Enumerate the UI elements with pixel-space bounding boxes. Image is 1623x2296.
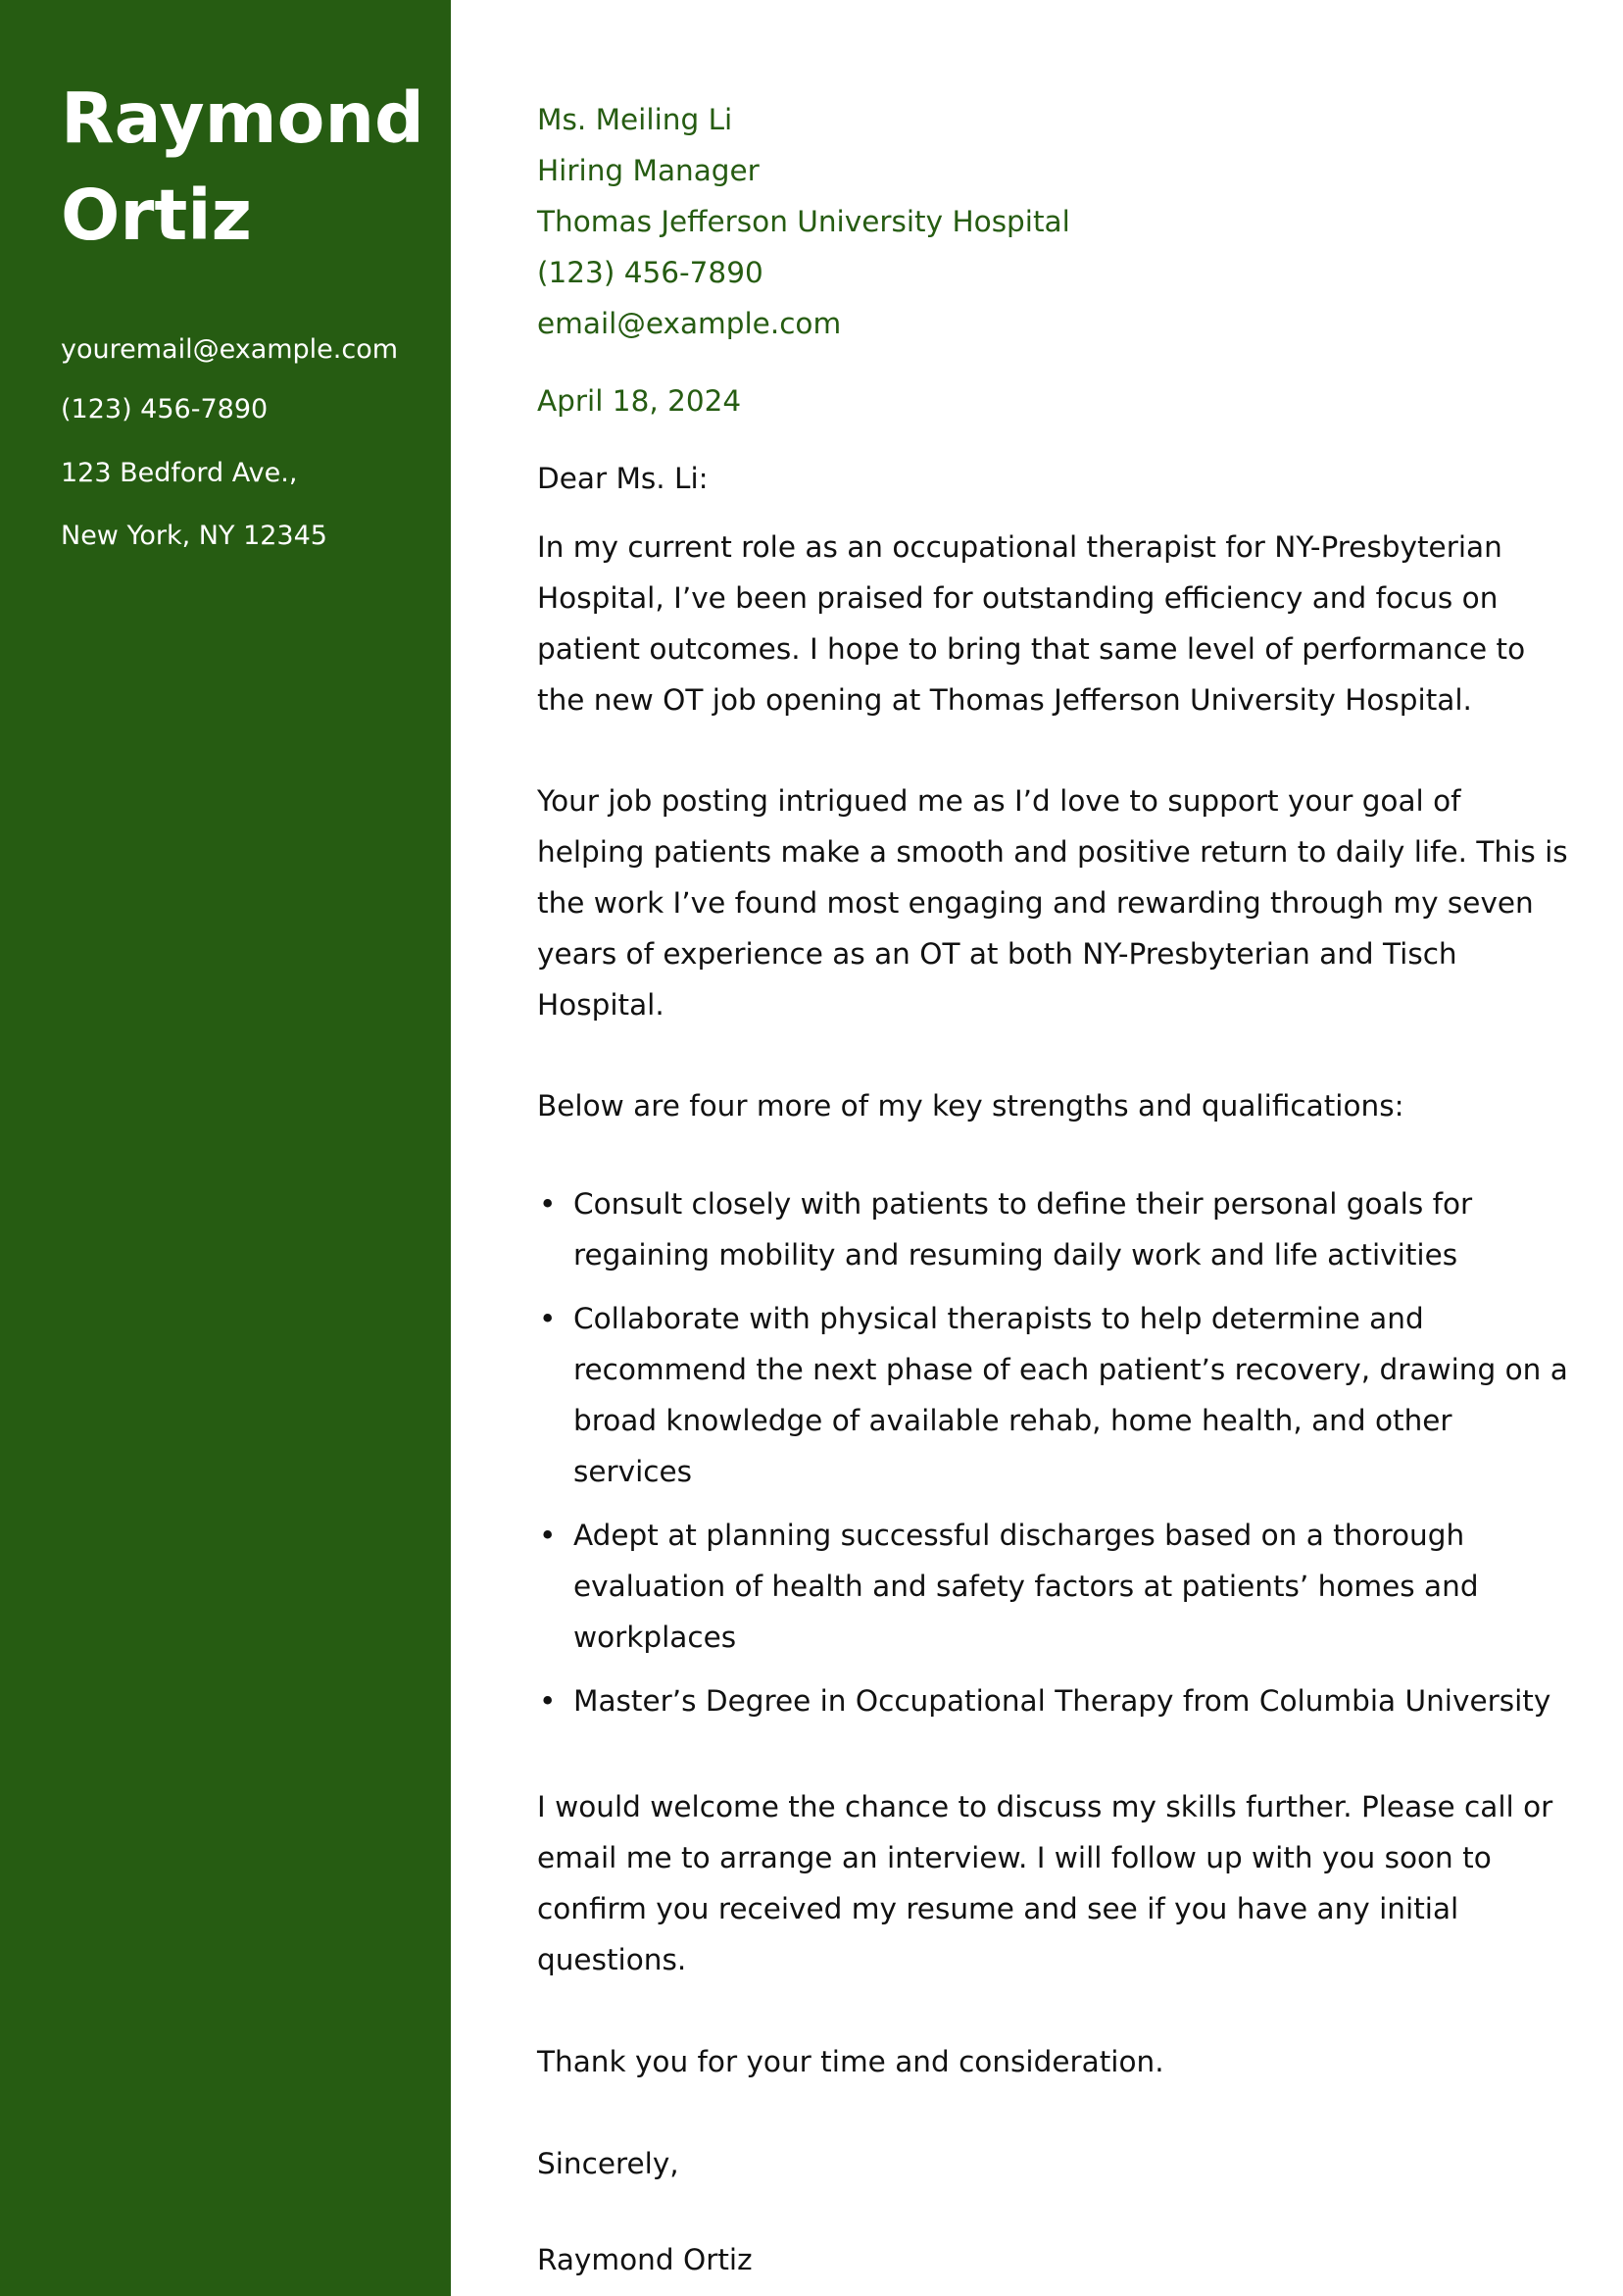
recipient-name: Ms. Meiling Li xyxy=(537,103,733,136)
strength-text: Collaborate with physical therapists to help determine and recommend the next phase of each patient’s recovery, drawing on a broad knowledge of available rehab, home health, and other services xyxy=(573,1302,1568,1488)
applicant-last-name: Ortiz xyxy=(61,175,252,256)
applicant-address-city: New York, NY 12345 xyxy=(61,521,327,551)
thanks-line: Thank you for your time and consideration. xyxy=(537,2045,1164,2078)
strength-text: Adept at planning successful discharges based on a thorough evaluation of health and safety factors at patients’ homes and workplaces xyxy=(573,1519,1479,1654)
body-paragraph-closing: I would welcome the chance to discuss my skills further. Please call or email me to arrange an interview. I will follow up with you soon to confirm you received my resume and see if you have any initial questions. xyxy=(537,1790,1553,1976)
strength-text: Consult closely with patients to define their personal goals for regaining mobility and resuming daily work and life activities xyxy=(573,1187,1473,1272)
strengths-intro: Below are four more of my key strengths and qualifications: xyxy=(537,1089,1404,1123)
body-paragraph-intro: In my current role as an occupational therapist for NY-Presbyterian Hospital, I’ve been praised for outstanding efficiency and focus on patient outcomes. I hope to bring that same level of performance to the new OT job opening at Thomas Jefferson University Hospital. xyxy=(537,530,1526,717)
applicant-address-street: 123 Bedford Ave., xyxy=(61,458,298,488)
salutation: Dear Ms. Li: xyxy=(537,462,709,495)
letter-date: April 18, 2024 xyxy=(537,384,742,418)
applicant-phone[interactable]: (123) 456-7890 xyxy=(61,394,269,424)
recipient-email[interactable]: email@example.com xyxy=(537,307,842,340)
list-item xyxy=(537,1178,1576,1280)
recipient-title: Hiring Manager xyxy=(537,154,760,187)
bullet-icon: • xyxy=(539,1519,557,1552)
list-item xyxy=(537,1675,1576,1726)
sign-off: Sincerely, xyxy=(537,2147,679,2180)
body-paragraph-motivation: Your job posting intrigued me as I’d love to support your goal of helping patients make a smooth and positive return to daily life. This is the work I’ve found most engaging and rewarding through my seven years of experience as an OT at both NY-Presbyterian and Tisch Hospital. xyxy=(537,784,1568,1022)
strength-text: Master’s Degree in Occupational Therapy from Columbia University xyxy=(573,1684,1551,1718)
list-item xyxy=(537,1510,1576,1663)
recipient-block xyxy=(537,94,1576,349)
bullet-icon: • xyxy=(539,1302,557,1335)
letter-body xyxy=(537,94,1576,2285)
list-item xyxy=(537,1293,1576,1497)
applicant-email[interactable]: youremail@example.com xyxy=(61,334,399,365)
applicant-first-name: Raymond xyxy=(61,77,424,159)
recipient-phone[interactable]: (123) 456-7890 xyxy=(537,256,763,289)
sidebar xyxy=(0,0,451,2296)
signature-name: Raymond Ortiz xyxy=(537,2243,753,2276)
bullet-icon: • xyxy=(539,1187,557,1221)
recipient-organization: Thomas Jefferson University Hospital xyxy=(537,205,1070,238)
strengths-list xyxy=(537,1178,1576,1726)
bullet-icon: • xyxy=(539,1684,557,1718)
